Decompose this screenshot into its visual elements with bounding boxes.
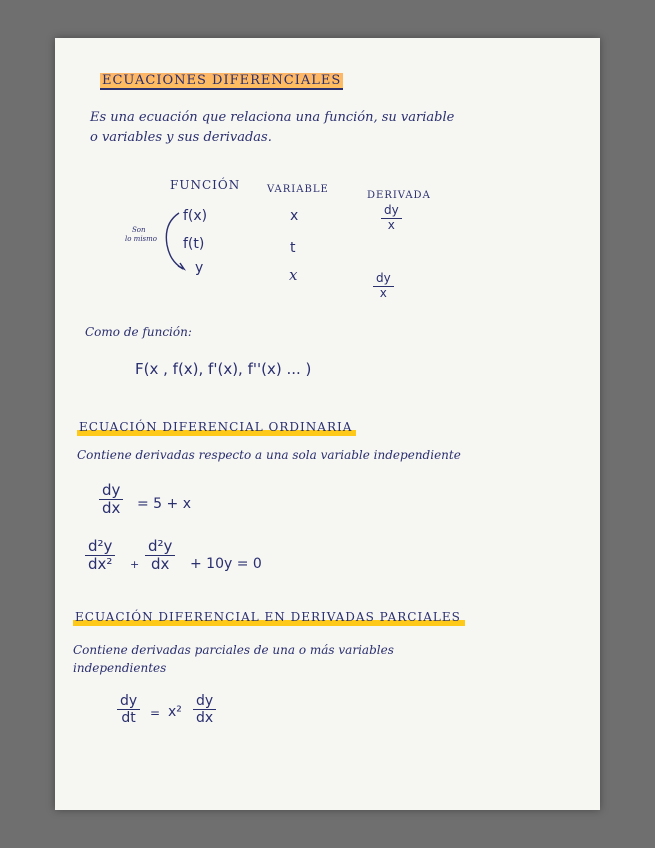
row3-funcion: y (195, 260, 204, 276)
side-note-line-2: lo mismo (125, 235, 157, 243)
ode-eq1-rhs: = 5 + x (137, 496, 192, 512)
ode-eq1-num: dy (99, 482, 123, 500)
row1-derivada (381, 204, 402, 233)
ode-eq2-den1: dx² (88, 555, 113, 574)
pde-eq-coef: x² (168, 704, 182, 720)
ode-eq2-den2: dx (151, 555, 170, 574)
ode-heading (77, 420, 356, 434)
ode-eq2-rhs: + 10y = 0 (190, 556, 262, 572)
pde-eq-den2: dx (196, 710, 214, 727)
row3-deriv-num: dy (373, 272, 394, 287)
ode-eq1-den: dx (102, 499, 121, 518)
ode-eq2-fraction-1 (85, 538, 115, 574)
page-title (100, 73, 343, 88)
ode-eq2-plus: + (130, 558, 140, 571)
ode-eq2-num1: d²y (85, 538, 115, 556)
ode-eq2-num2: d²y (145, 538, 175, 556)
ode-heading-text: ECUACIÓN DIFERENCIAL ORDINARIA (77, 420, 356, 438)
row3-derivada (373, 272, 394, 301)
header-funcion: FUNCIÓN (170, 178, 241, 192)
notebook-page (55, 38, 600, 810)
row3-variable: x (289, 266, 298, 284)
header-derivada: DERIVADA (367, 190, 431, 201)
pde-eq-fraction-2 (193, 693, 216, 726)
pde-eq-num1: dy (117, 693, 140, 710)
intro-line-1: Es una ecuación que relaciona una función, su variable (90, 110, 455, 125)
row1-funcion: f(x) (183, 208, 208, 224)
header-variable: VARIABLE (267, 184, 329, 195)
row2-funcion: f(t) (183, 236, 205, 252)
pde-eq-den1: dt (121, 710, 136, 727)
row2-variable: t (290, 240, 296, 256)
row1-deriv-num: dy (381, 204, 402, 219)
pde-heading-text: ECUACIÓN DIFERENCIAL EN DERIVADAS PARCIALES (73, 610, 465, 628)
pde-description-line-2: independientes (73, 661, 167, 675)
ode-eq1-fraction (99, 482, 123, 518)
como-funcion-label: Como de función: (85, 325, 192, 339)
row1-deriv-den: x (387, 217, 395, 232)
pde-eq-num2: dy (193, 693, 216, 710)
como-funcion-expression: F(x , f(x), f'(x), f''(x) ... ) (135, 360, 312, 378)
pde-eq-fraction-1 (117, 693, 140, 726)
title-text: ECUACIONES DIFERENCIALES (102, 73, 342, 88)
row3-deriv-den: x (379, 285, 387, 300)
side-note-line-1: Son (132, 226, 146, 234)
intro-line-2: o variables y sus derivadas. (90, 130, 272, 145)
ode-eq2-fraction-2 (145, 538, 175, 574)
ode-description: Contiene derivadas respecto a una sola variable independiente (77, 448, 461, 462)
pde-eq-equals: = (150, 706, 161, 720)
pde-heading (73, 610, 465, 624)
row1-variable: x (290, 208, 299, 224)
pde-description-line-1: Contiene derivadas parciales de una o más variables (73, 643, 394, 657)
